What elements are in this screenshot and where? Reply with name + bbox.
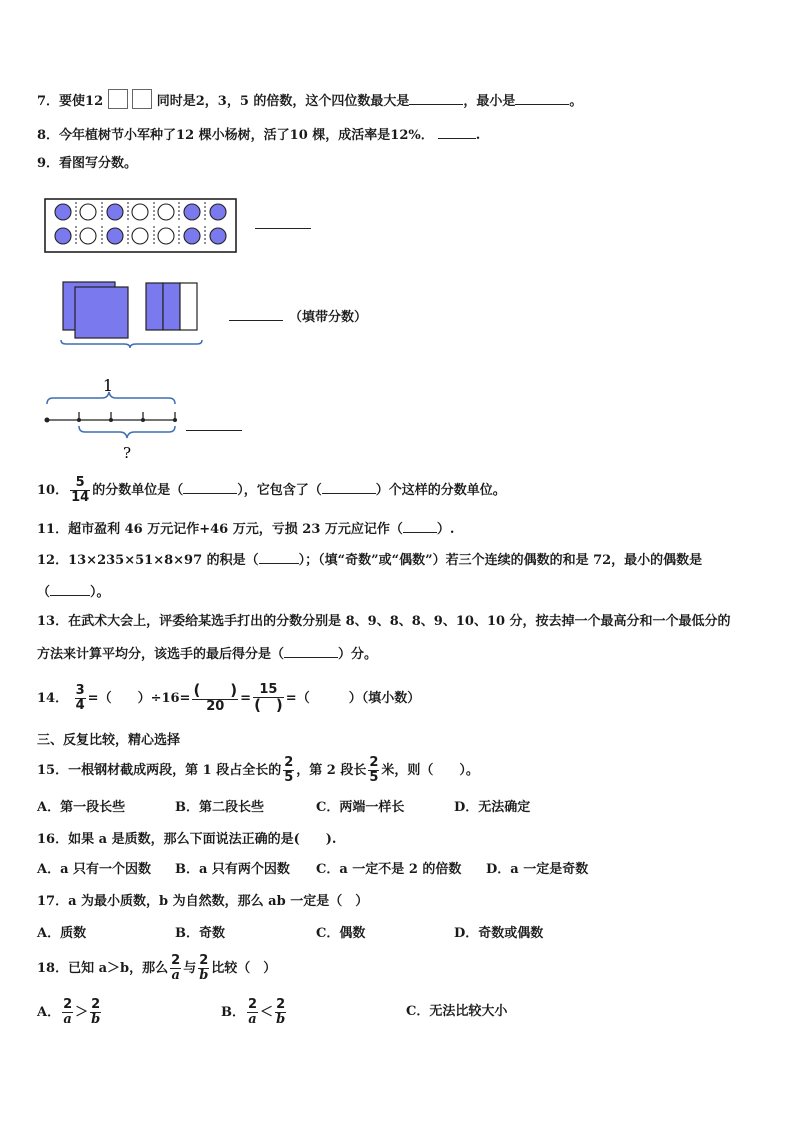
question-15: 15．一根钢材截成两段，第 1 段占全长的 $\frac{2}{5}$ ，第 2 段长 $\frac{2}{5}$ 米，则（ ）。 xyxy=(37,755,479,785)
answer-blank-circles[interactable] xyxy=(255,216,311,229)
digit-box-2[interactable] xyxy=(132,89,152,109)
numerator-blank[interactable]: ( ) xyxy=(193,681,238,699)
option-b[interactable]: B．第二段长些 xyxy=(175,800,264,815)
fraction-3-4: $\frac{3}{4}$ xyxy=(75,683,85,713)
bar-part-1 xyxy=(146,283,163,330)
question-17: 17．a 为最小质数，b 为自然数，那么 ab 一定是（ ） xyxy=(37,894,369,909)
tick-dot xyxy=(77,418,81,422)
fraction-2-5: $\frac{2}{5}$ xyxy=(284,755,294,785)
answer-blank-parity[interactable] xyxy=(259,551,299,564)
fraction-blank-over-20: $\frac{( )}{20}$ xyxy=(193,681,238,714)
answer-blank-min[interactable] xyxy=(515,92,569,105)
option-b[interactable]: B．奇数 xyxy=(175,926,225,941)
question-18: 18．已知 a＞b，那么 $\frac{2}{a}$ 与 $\frac{2}{b}$ 比较（ ） xyxy=(37,953,277,983)
number-line-top-label: 1 xyxy=(102,376,114,395)
fraction-2-over-a: $\frac{2}{a}$ xyxy=(171,953,181,983)
empty-circle xyxy=(158,228,174,244)
number-line-figure xyxy=(36,374,186,466)
filled-circle xyxy=(55,204,71,220)
squares-figure xyxy=(58,278,208,354)
fraction-2-over-a: $\frac{2}{a}$ xyxy=(63,997,73,1027)
option-b[interactable]: B． $\frac{2}{a}$ ＜ $\frac{2}{b}$ xyxy=(221,997,286,1027)
denominator-blank[interactable]: ( ) xyxy=(254,696,283,714)
question-12: 12．13×235×51×8×97 的积是（ ）；（填“奇数”或“偶数”）若三个连续的偶数的和是 72，最小的偶数是 xyxy=(37,553,703,568)
option-d[interactable]: D．a 一定是奇数 xyxy=(486,862,589,877)
answer-blank[interactable] xyxy=(403,520,437,533)
filled-circle xyxy=(210,228,226,244)
question-8: 8．今年植树节小军种了12 棵小杨树，活了10 棵，成活率是12%． . xyxy=(37,128,481,143)
number-line-start-dot xyxy=(45,418,50,423)
circle-grid-figure xyxy=(44,198,238,254)
fraction-2-over-b: $\frac{2}{b}$ xyxy=(199,953,209,983)
question-14: 14． $\frac{3}{4}$ =（ ）÷16= $\frac{( )}{20}$ = $\frac{15}{( )}$ =（ ）（填小数） xyxy=(37,681,421,714)
answer-blank[interactable] xyxy=(284,645,338,658)
question-7: 7．要使12 同时是2，3，5 的倍数，这个四位数最大是 ，最小是 。 xyxy=(37,89,582,110)
fraction-2-over-a: $\frac{2}{a}$ xyxy=(248,997,258,1027)
question-13: 13．在武术大会上，评委给某选手打出的分数分别是 8、9、8、8、9、10、10 分，按去掉一个最高分和一个最低分的 xyxy=(37,614,731,629)
filled-circle xyxy=(55,228,71,244)
fraction-5-14: $\frac{5}{14}$ xyxy=(71,475,90,505)
tick-dot xyxy=(141,418,145,422)
filled-circle xyxy=(210,204,226,220)
answer-blank-max[interactable] xyxy=(409,92,463,105)
option-a[interactable]: A．质数 xyxy=(37,926,87,941)
question-16: 16．如果 a 是质数，那么下面说法正确的是( ). xyxy=(37,832,337,847)
question-11: 11．超市盈利 46 万元记作+46 万元，亏损 23 万元应记作（ ）. xyxy=(37,522,455,537)
fraction-2-5-meters: $\frac{2}{5}$ xyxy=(369,755,379,785)
option-d[interactable]: D．无法确定 xyxy=(454,800,531,815)
empty-circle xyxy=(132,204,148,220)
question-13-line2: 方法来计算平均分，该选手的最后得分是（ ）分。 xyxy=(37,647,378,662)
question-9: 9．看图写分数。 xyxy=(37,156,138,171)
filled-circle xyxy=(107,204,123,220)
filled-circle xyxy=(184,228,200,244)
digit-box-1[interactable] xyxy=(108,89,128,109)
bar-part-2 xyxy=(163,283,180,330)
answer-blank[interactable] xyxy=(438,126,476,139)
option-b[interactable]: B．a 只有两个因数 xyxy=(175,862,290,877)
filled-circle xyxy=(107,228,123,244)
tick-dot xyxy=(173,418,177,422)
answer-blank-unit[interactable] xyxy=(183,481,237,494)
option-c[interactable]: C．a 一定不是 2 的倍数 xyxy=(316,862,462,877)
empty-circle xyxy=(80,204,96,220)
option-c[interactable]: C．偶数 xyxy=(316,926,366,941)
option-a[interactable]: A．a 只有一个因数 xyxy=(37,862,152,877)
bar-part-3 xyxy=(180,283,197,330)
empty-circle xyxy=(158,204,174,220)
fraction-15-over-blank: $\frac{15}{( )}$ xyxy=(254,682,283,714)
empty-circle xyxy=(132,228,148,244)
answer-blank-smallest-even[interactable] xyxy=(50,583,90,596)
number-line-question-label: ? xyxy=(122,444,132,462)
tick-dot xyxy=(109,418,113,422)
answer-blank-squares[interactable] xyxy=(229,308,283,321)
answer-blank-number-line[interactable] xyxy=(186,418,242,431)
brace-icon xyxy=(61,340,202,348)
section-title: 三、反复比较，精心选择 xyxy=(37,733,181,748)
filled-circle xyxy=(184,204,200,220)
empty-circle xyxy=(80,228,96,244)
question-10: 10． $\frac{5}{14}$ 的分数单位是（ ），它包含了（ ）个这样的分数单位。 xyxy=(37,475,506,505)
option-d[interactable]: D．奇数或偶数 xyxy=(454,926,544,941)
option-c[interactable]: C．无法比较大小 xyxy=(406,1004,508,1019)
answer-blank-count[interactable] xyxy=(322,481,376,494)
option-a[interactable]: A． $\frac{2}{a}$ ＞ $\frac{2}{b}$ xyxy=(37,997,101,1027)
bottom-brace-icon xyxy=(79,426,175,438)
front-square xyxy=(75,287,128,338)
fraction-2-over-b: $\frac{2}{b}$ xyxy=(276,997,286,1027)
option-c[interactable]: C．两端一样长 xyxy=(316,800,405,815)
fraction-2-over-b: $\frac{2}{b}$ xyxy=(91,997,101,1027)
question-12-line2: （ ）。 xyxy=(37,585,110,600)
option-a[interactable]: A．第一段长些 xyxy=(37,800,126,815)
